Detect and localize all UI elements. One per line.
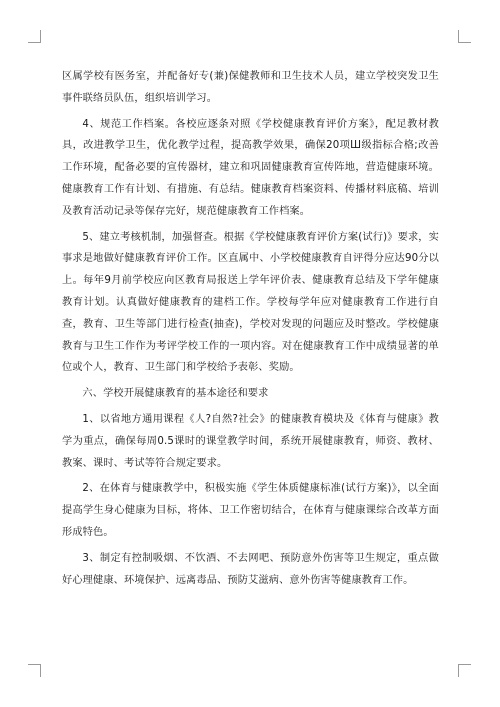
crop-mark-bottom-right xyxy=(458,664,471,677)
section-heading-six: 六、学校开展健康教育的基本途径和要求 xyxy=(82,388,269,400)
paragraph-pe-health: 2、在体育与健康教学中，积极实施《学生体质健康标准(试行方案)》，以全面提高学生身心健康为目标，将体、卫工作密切结合，在体育与健康课综合改革方面形成特色。 xyxy=(62,483,439,538)
crop-mark-top-right xyxy=(458,30,471,43)
paragraph-assessment-mechanism: 5、建立考核机制，加强督查。根据《学校健康教育评价方案(试行)》要求，实事求是地做好健康教育评价工作。区直属中、小学校健康教育自评得分应达90分以上。每年9月前学校应向区教育局报送上学年评价表、健康教育总结及下学年健康教育计划。认真做好健康教育的建档工作。学校每学年应对健康教育工作进行自查，教育、卫生等部门进行检查(抽查)，学校对发现的问题应及时整改。学校健康教育与卫生工作作为考评学校工作的一项内容。对在健康教育工作中成绩显著的单位或个人，教育、卫生部门和学校给予表彰、奖励。 xyxy=(62,231,439,374)
paragraph-regulations: 3、制定有控制吸烟、不饮酒、不去网吧、预防意外伤害等卫生规定，重点做好心理健康、环境保护、远离毒品、预防艾滋病、意外伤害等健康教育工作。 xyxy=(62,552,439,586)
crop-mark-bottom-left xyxy=(28,664,41,677)
crop-mark-top-left xyxy=(28,30,41,43)
paragraph-continuation: 区属学校有医务室，并配备好专(兼)保健教师和卫生技术人员，建立学校突发卫生事件联络员队伍，组织培训学习。 xyxy=(62,71,439,104)
paragraph-curriculum: 1、以省地方通用课程《人?自然?社会》的健康教育模块及《体育与健康》教学为重点，确保每周0.5课时的课堂教学时间，系统开展健康教育，师资、教材、教案、课时、考试等符合规定要求。 xyxy=(62,413,439,469)
document-body xyxy=(62,66,439,595)
paragraph-work-archives: 4、规范工作档案。各校应逐条对照《学校健康教育评价方案》，配足教材教具，改进教学卫生，优化教学过程，提高教学效果，确保20项Ш级指标合格;改善工作环境，配备必要的宣传器材，建立和巩固健康教育宣传阵地，营造健康环境。健康教育工作有计划、有措施、有总结。健康教育档案资料、传播材料底稿、培训及教育活动记录等保存完好，规范健康教育工作档案。 xyxy=(62,118,439,217)
